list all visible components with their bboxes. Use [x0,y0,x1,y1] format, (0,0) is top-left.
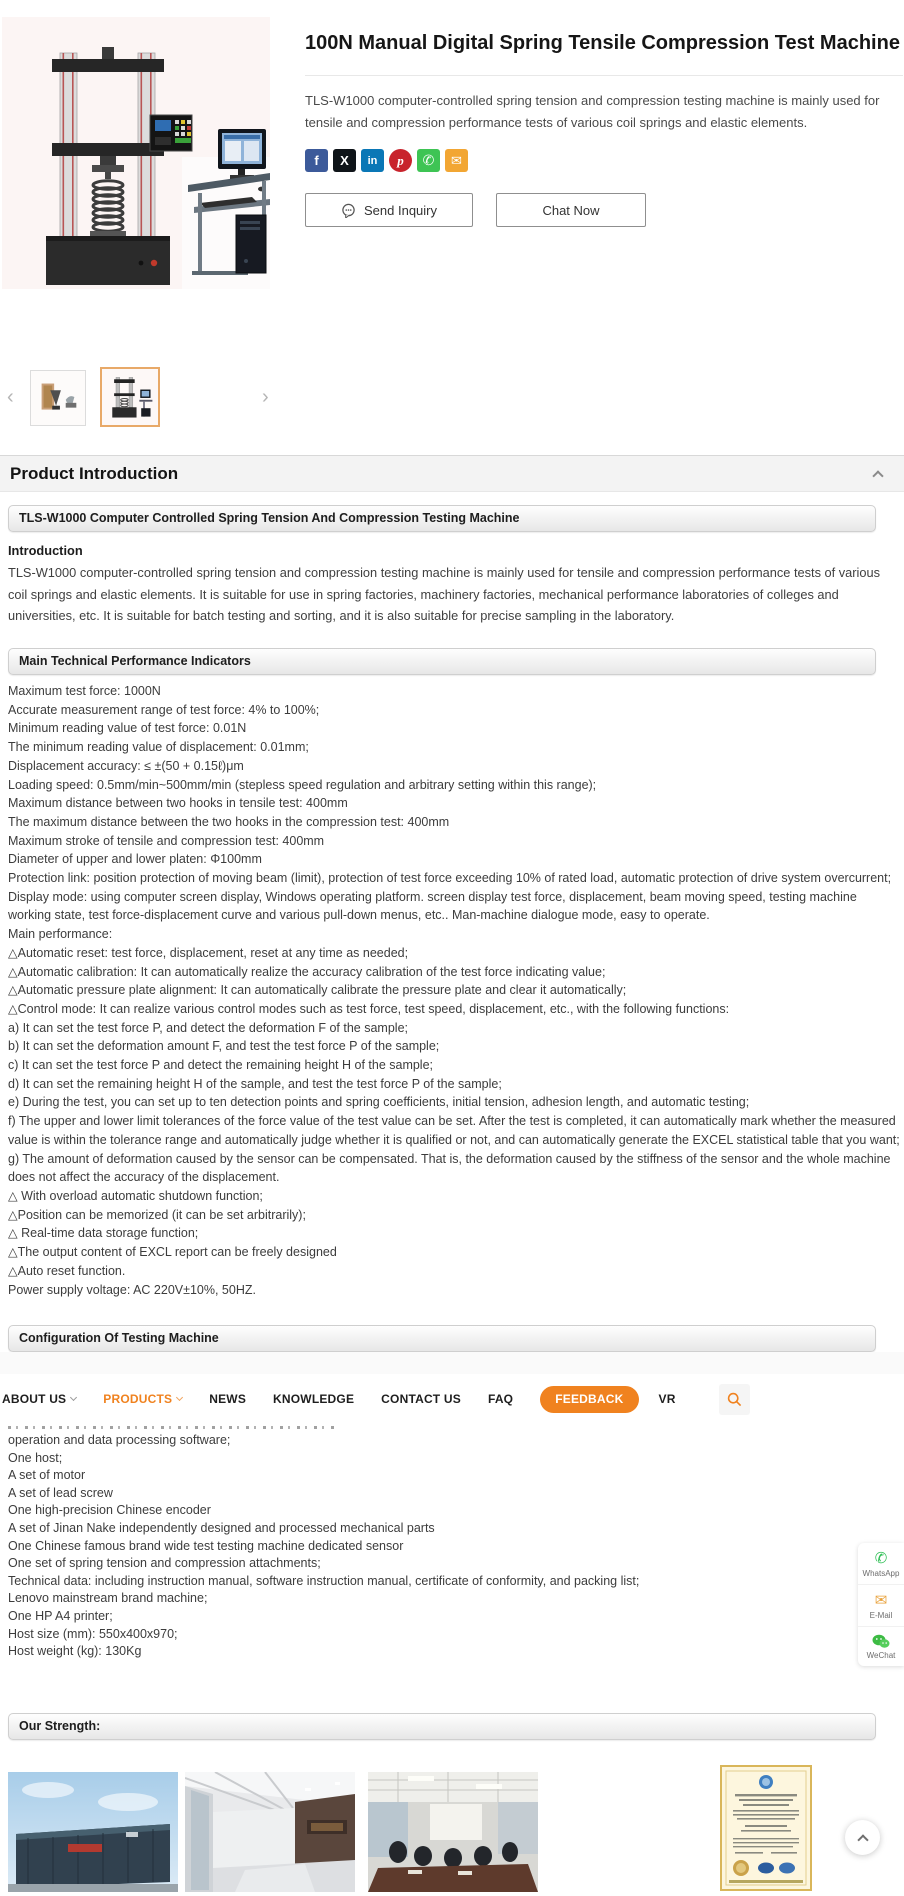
spec-line: f) The upper and lower limit tolerances of the force value of the test value can be set. After the test is completed, it can automatically mark whether the measured value is within the tolerance range and automatically judge whether it is qualified or not, and can automatically generate the EXCEL statistical table that you want; [8,1114,900,1147]
spec-line: Power supply voltage: AC 220V±10%, 50HZ. [8,1282,256,1297]
spec-line: Display mode: using computer screen display, Windows operating platform. screen display test force, displacement, beam moving speed, testing machine working state, test force-displacement curve and various pull-down menus, etc.. Man-machine dialogue mode, easy to operate. [8,889,857,923]
strength-photo-factory [8,1772,178,1892]
thumbnail-2-image [102,369,158,425]
nav-item-contact-us[interactable] [381,1392,461,1406]
configuration-line: One Chinese famous brand wide test testing machine dedicated sensor [8,1538,404,1553]
configuration-line: A set of Jinan Nake independently designed and processed mechanical parts [8,1520,435,1535]
nav-item-products[interactable] [103,1392,182,1406]
nav-vr-label: VR [658,1392,676,1406]
chat-now-label: Chat Now [542,202,600,218]
subsection-configuration [8,1325,876,1352]
nav-item-about-us[interactable] [2,1392,76,1406]
thumbnail-1-image [31,371,85,425]
configuration-line: Technical data: including instruction manual, software instruction manual, certificate of conformity, and packing list; [8,1573,640,1588]
x-twitter-share-icon[interactable]: X [333,149,356,172]
spec-line: c) It can set the test force P and detect the remaining height H of the sample; [8,1058,434,1073]
search-icon [727,1392,742,1407]
configuration-line: Host weight (kg): 130Kg [8,1644,142,1659]
spec-line: Loading speed: 0.5mm/min~500mm/min (stepless speed regulation and arbitrary setting within this range); [8,777,597,792]
spec-line: △Automatic reset: test force, displacement, reset at any time as needed; [8,945,409,960]
nav-item-knowledge[interactable] [273,1392,354,1406]
nav-faq-label: FAQ [487,1392,514,1406]
spec-list [8,682,900,1299]
social-share-row [305,149,904,172]
nav-item-faq[interactable] [488,1392,513,1406]
chevron-down-icon [176,1394,183,1401]
spec-line: △Automatic calibration: It can automatically realize the accuracy calibration of the test force indicating value; [8,964,606,979]
nav-products-label: PRODUCTS [103,1392,173,1406]
spec-line: △ With overload automatic shutdown function; [8,1188,263,1203]
product-introduction-title: Product Introduction [10,463,179,483]
spec-line: △ Real-time data storage function; [8,1226,199,1241]
nav-knowledge-label: KNOWLEDGE [273,1392,355,1406]
configuration-list [8,1432,848,1661]
send-inquiry-label: Send Inquiry [364,202,437,218]
whatsapp-icon: ✆ [874,1550,888,1567]
spec-line: d) It can set the remaining height H of the sample, and test the test force P of the sample; [8,1076,502,1091]
machine-subtitle-text: TLS-W1000 Computer Controlled Spring Tension And Compression Testing Machine [19,511,520,525]
spec-line: △Position can be memorized (it can be set arbitrarily); [8,1207,306,1222]
product-description: TLS-W1000 computer-controlled spring tension and compression testing machine is mainly used for tensile and compression performance tests of various coil springs and elastic elements. [305,93,880,130]
test-machine-illustration [2,17,270,289]
contact-wechat[interactable] [858,1627,904,1666]
spec-line: Minimum reading value of test force: 0.01N [8,721,247,736]
spec-line: △Control mode: It can realize various control modes such as test force, test speed, displacement, etc., with the following functions: [8,1001,730,1016]
spec-line: Main performance: [8,927,113,942]
clipped-text-remnant [8,1425,388,1430]
subsection-our-strength [8,1713,876,1740]
pinterest-share-icon[interactable]: p [389,149,412,172]
action-buttons [305,193,904,227]
strength-photo-meeting [368,1772,538,1892]
configuration-line: One set of spring tension and compression attachments; [8,1556,321,1571]
send-inquiry-button[interactable] [305,193,473,227]
spec-line: a) It can set the test force P, and detect the deformation F of the sample; [8,1020,408,1035]
nav-contact-us-label: CONTACT US [381,1392,461,1406]
spec-line: Protection link: position protection of moving beam (limit), protection of test force exceeding 10% of rated load, automatic protection of drive system overcurrent; [8,871,892,886]
introduction-paragraph: TLS-W1000 computer-controlled spring tension and compression testing machine is mainly used for tensile and compression performance tests of various coil springs and elastic elements. It is suitable for use in spring factories, machinery factories, mechanical performance laboratories of colleges and universities, etc. It is suitable for batch testing and sorting, and it is also suitable for precise sampling in the laboratory. [8,565,881,624]
chat-bubble-icon [341,203,356,218]
spec-line: The maximum distance between the two hooks in the compression test: 400mm [8,814,450,829]
spec-line: b) It can set the deformation amount F, and test the test force P of the sample; [8,1039,440,1054]
product-thumbnail-1[interactable] [30,370,86,426]
whatsapp-share-icon[interactable]: ✆ [417,149,440,172]
configuration-line: operation and data processing software; [8,1433,231,1447]
configuration-title-text: Configuration Of Testing Machine [19,1331,219,1345]
product-introduction-header[interactable] [0,455,904,492]
nav-news-label: NEWS [209,1392,247,1406]
subsection-main-tech [8,648,876,675]
linkedin-share-icon[interactable]: in [361,149,384,172]
configuration-line: One HP A4 printer; [8,1608,113,1623]
spec-line: g) The amount of deformation caused by the sensor can be compensated. That is, the deformation caused by the stiffness of the sensor and the whole machine does not affect the accuracy of the displacement. [8,1151,891,1185]
contact-whatsapp[interactable] [858,1543,904,1585]
main-nav [0,1374,904,1424]
back-to-top-button[interactable] [845,1820,880,1855]
spec-line: △Automatic pressure plate alignment: It can automatically calibrate the pressure plate and clear it automatically; [8,983,627,998]
configuration-line: One high-precision Chinese encoder [8,1503,211,1518]
configuration-line: A set of motor [8,1468,86,1483]
product-title: 100N Manual Digital Spring Tensile Compression Test Machine [305,32,900,54]
spec-line: Maximum test force: 1000N [8,684,161,698]
product-info [305,28,904,227]
strength-photo-certificate [715,1764,817,1892]
spec-line: The minimum reading value of displacement: 0.01mm; [8,740,309,755]
configuration-line: A set of lead screw [8,1485,113,1500]
spec-line: Maximum distance between two hooks in tensile test: 400mm [8,796,348,811]
spec-line: Accurate measurement range of test force: 4% to 100%; [8,702,320,717]
nav-item-news[interactable] [209,1392,246,1406]
wechat-icon [872,1634,890,1649]
email-icon: ✉ [874,1592,888,1609]
thumbnail-carousel [0,360,904,440]
our-strength-title-text: Our Strength: [19,1719,101,1733]
chevron-up-icon [857,1834,868,1845]
chevron-down-icon [70,1394,77,1401]
email-label: E-Mail [869,1611,893,1620]
nav-background-band [0,1352,904,1374]
whatsapp-label: WhatsApp [862,1569,900,1578]
spec-line: Maximum stroke of tensile and compression test: 400mm [8,833,325,848]
chat-now-button[interactable] [496,193,646,227]
collapse-chevron-up-icon[interactable] [872,470,883,481]
carousel-next-icon[interactable]: › [262,386,269,408]
email-share-icon[interactable]: ✉ [445,149,468,172]
nav-item-vr[interactable] [659,1392,676,1406]
configuration-line: Lenovo mainstream brand machine; [8,1591,208,1606]
nav-feedback-button[interactable]: FEEDBACK [540,1386,638,1413]
spec-line: e) During the test, you can set up to ten detection points and spring coefficients, initial tension, adhesion length, and automatic testing; [8,1095,750,1110]
spec-line: △Auto reset function. [8,1263,126,1278]
configuration-line: One host; [8,1450,63,1465]
search-button[interactable] [719,1384,750,1415]
product-thumbnail-2-selected[interactable] [100,367,160,427]
strength-photo-hallway [185,1772,355,1892]
spec-line: Diameter of upper and lower platen: Φ100mm [8,852,262,867]
carousel-prev-icon[interactable]: ‹ [7,386,14,408]
product-main-image[interactable] [2,17,270,289]
title-divider [305,75,903,76]
configuration-line: Host size (mm): 550x400x970; [8,1626,178,1641]
introduction-heading: Introduction [8,543,83,558]
main-tech-title-text: Main Technical Performance Indicators [19,654,251,668]
subsection-machine-title [8,505,876,532]
spec-line: △The output content of EXCL report can be freely designed [8,1245,337,1260]
wechat-label: WeChat [866,1651,896,1660]
spec-line: Displacement accuracy: ≤ ±(50 + 0.15ℓ)μm [8,758,244,773]
facebook-share-icon[interactable]: f [305,149,328,172]
nav-about-us-label: ABOUT US [2,1392,67,1406]
contact-email[interactable] [858,1585,904,1627]
contact-widget [858,1543,904,1666]
